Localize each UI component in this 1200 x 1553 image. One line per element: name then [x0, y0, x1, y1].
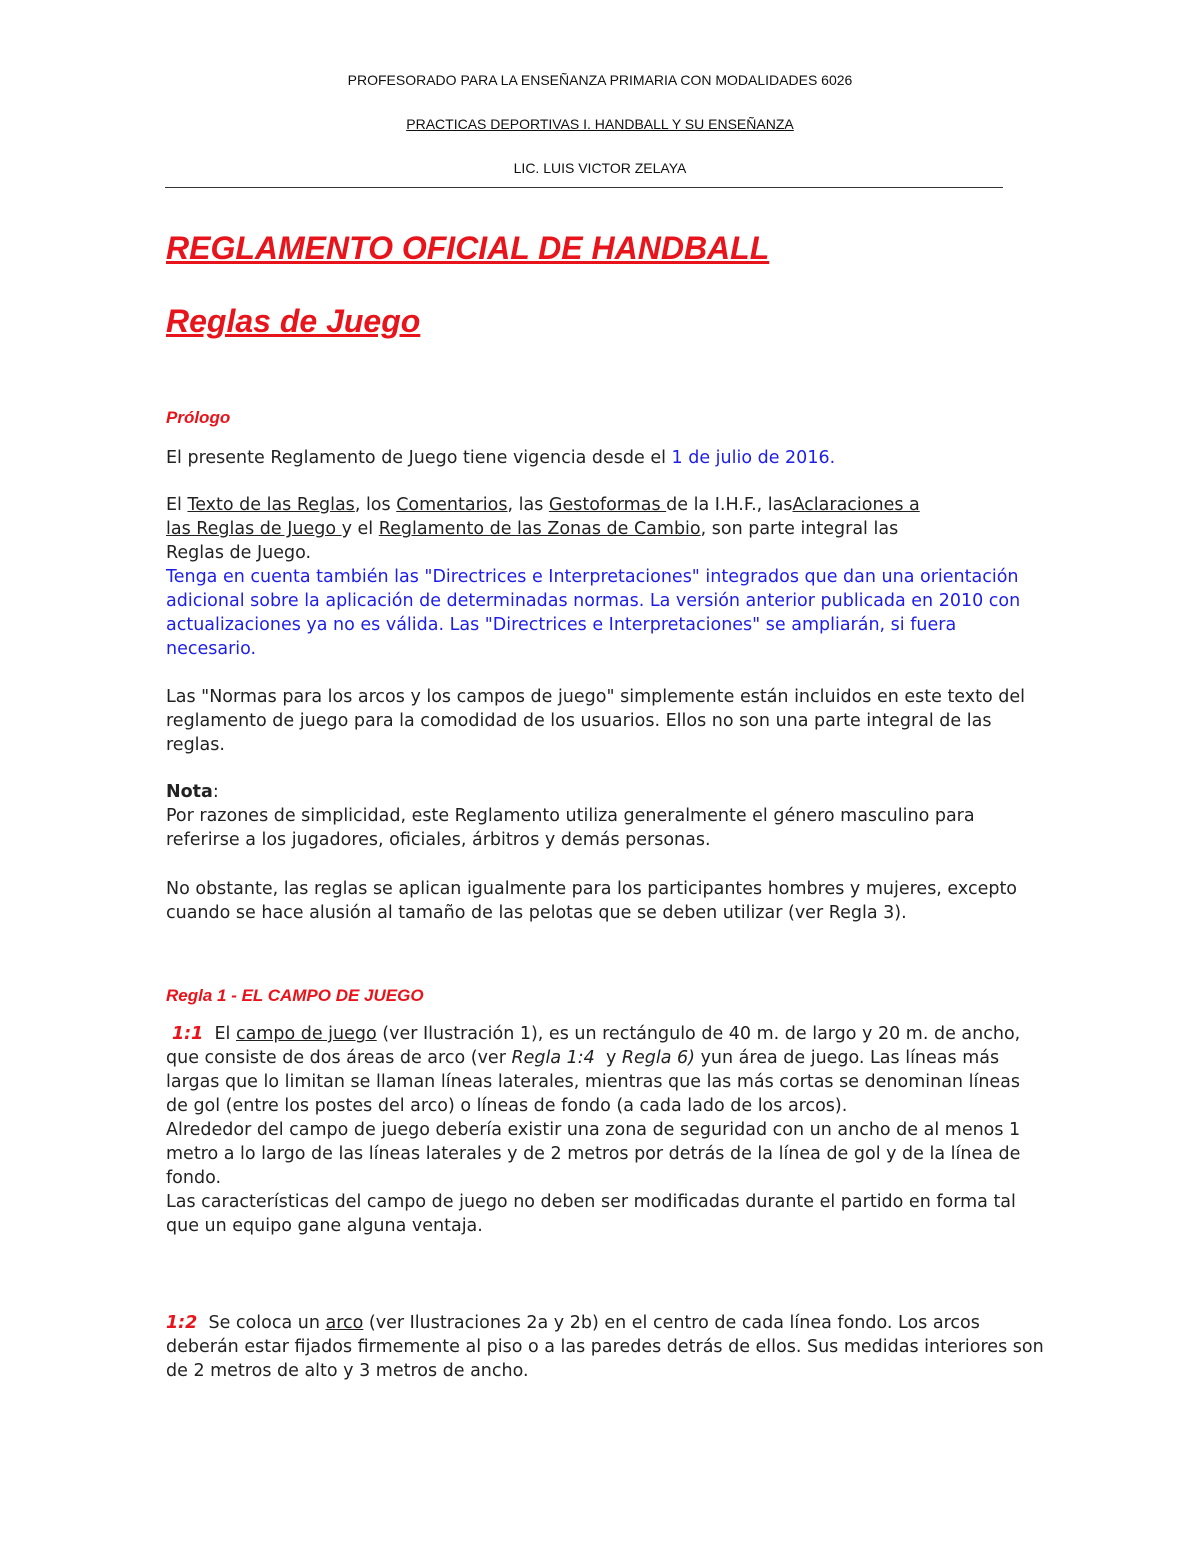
r11-t1: El [203, 1024, 236, 1044]
prologo-paragraph-2 [166, 493, 1046, 565]
nota-block [166, 780, 1046, 852]
subtitle: Reglas de Juego [166, 303, 421, 339]
p2-t7: Reglas de Juego. [166, 543, 312, 563]
r12-t1: Se coloca un [197, 1313, 326, 1333]
p2-t4: de la I.H.F., las [666, 495, 793, 515]
prologo-paragraph-3: Tenga en cuenta también las "Directrices e Interpretaciones" integrados que dan una orientación adicional sobre la aplicación de determinadas normas. La versión anterior publicada en 2010 con actualizaciones ya no es válida. Las "Directrices e Interpretaciones" se ampliarán, si fuera necesario. [166, 567, 1021, 659]
header-divider [165, 187, 1003, 188]
prologo-paragraph-6: No obstante, las reglas se aplican igualmente para los participantes hombres y mujeres, excepto cuando se hace alusión al tamaño de las pelotas que se deben utilizar (ver Regla 3). [166, 879, 1018, 923]
header-course [0, 116, 1200, 132]
prologo-p1-date: 1 de julio de 2016. [671, 448, 836, 468]
p2-t6: , son parte integral las [700, 519, 899, 539]
prologo-paragraph-4: Las "Normas para los arcos y los campos de juego" simplemente están incluidos en este texto del reglamento de juego para la comodidad de los usuarios. Ellos no son una parte integral de las reglas. [166, 687, 1025, 755]
header-course-text: PRACTICAS DEPORTIVAS I. HANDBALL Y SU ENSEÑANZA [406, 116, 794, 132]
main-title: REGLAMENTO OFICIAL DE HANDBALL [166, 230, 770, 266]
prologo-p1-text: El presente Reglamento de Juego tiene vigencia desde el [166, 448, 672, 468]
link-arco[interactable]: arco [325, 1313, 364, 1333]
regla-1-1 [166, 1022, 1046, 1238]
p2-t5: y el [341, 519, 379, 539]
r11-ref-1-4: Regla 1:4 [511, 1048, 595, 1068]
regla1-heading: Regla 1 - EL CAMPO DE JUEGO [166, 986, 424, 1005]
prologo-paragraph-1 [166, 446, 1046, 470]
p2-t2: , los [354, 495, 397, 515]
r11-t4: yun área de juego. Las líneas más largas que lo limitan se llaman líneas laterales, mientras que las más cortas se denominan líneas de gol (entre los postes del arco) o líneas de fondo (a cada lado de los arcos). [166, 1048, 1021, 1116]
prologo-heading: Prólogo [166, 408, 231, 427]
regla-1-2 [166, 1311, 1046, 1383]
regla-1-2-number: 1:2 [166, 1313, 198, 1333]
link-aclaraciones-b[interactable]: las Reglas de Juego [166, 519, 342, 539]
header-professor: LIC. LUIS VICTOR ZELAYA [513, 160, 687, 176]
link-campo-de-juego[interactable]: campo de juego [235, 1024, 377, 1044]
r11-ref-6: Regla 6) [621, 1048, 696, 1068]
p2-t3: , las [507, 495, 549, 515]
regla-1-1-number: 1:1 [172, 1024, 204, 1044]
header-institution: PROFESORADO PARA LA ENSEÑANZA PRIMARIA CON MODALIDADES 6026 [347, 72, 853, 88]
link-texto-reglas[interactable]: Texto de las Reglas [187, 495, 355, 515]
r11-t3: y [594, 1048, 622, 1068]
r11-s3: Las características del campo de juego no deben ser modificadas durante el partido en forma tal que un equipo gane alguna ventaja. [166, 1192, 1016, 1236]
r11-t2: (ver Ilustración 1), es un rectángulo de 40 m. de largo y 20 m. de ancho, que consiste de dos áreas de arco (ver [166, 1024, 1021, 1068]
nota-label: Nota [166, 782, 213, 802]
nota-colon: : [212, 782, 219, 802]
link-gestoformas[interactable]: Gestoformas [548, 495, 667, 515]
r12-t2: (ver Ilustraciones 2a y 2b) en el centro de cada línea fondo. Los arcos deberán estar fijados firmemente al piso o a las paredes detrás de ellos. Sus medidas interiores son de 2 metros de alto y 3 metros de ancho. [166, 1313, 1044, 1381]
link-comentarios[interactable]: Comentarios [396, 495, 508, 515]
r11-s2: Alrededor del campo de juego debería existir una zona de seguridad con un ancho de al menos 1 metro a lo largo de las líneas laterales y de 2 metros por detrás de la línea de gol y de la línea de fondo. [166, 1120, 1021, 1188]
link-zonas-cambio[interactable]: Reglamento de las Zonas de Cambio [378, 519, 701, 539]
link-aclaraciones-a[interactable]: Aclaraciones a [792, 495, 920, 515]
nota-text: Por razones de simplicidad, este Reglamento utiliza generalmente el género masculino para referirse a los jugadores, oficiales, árbitros y demás personas. [166, 806, 975, 850]
p2-t1: El [166, 495, 188, 515]
